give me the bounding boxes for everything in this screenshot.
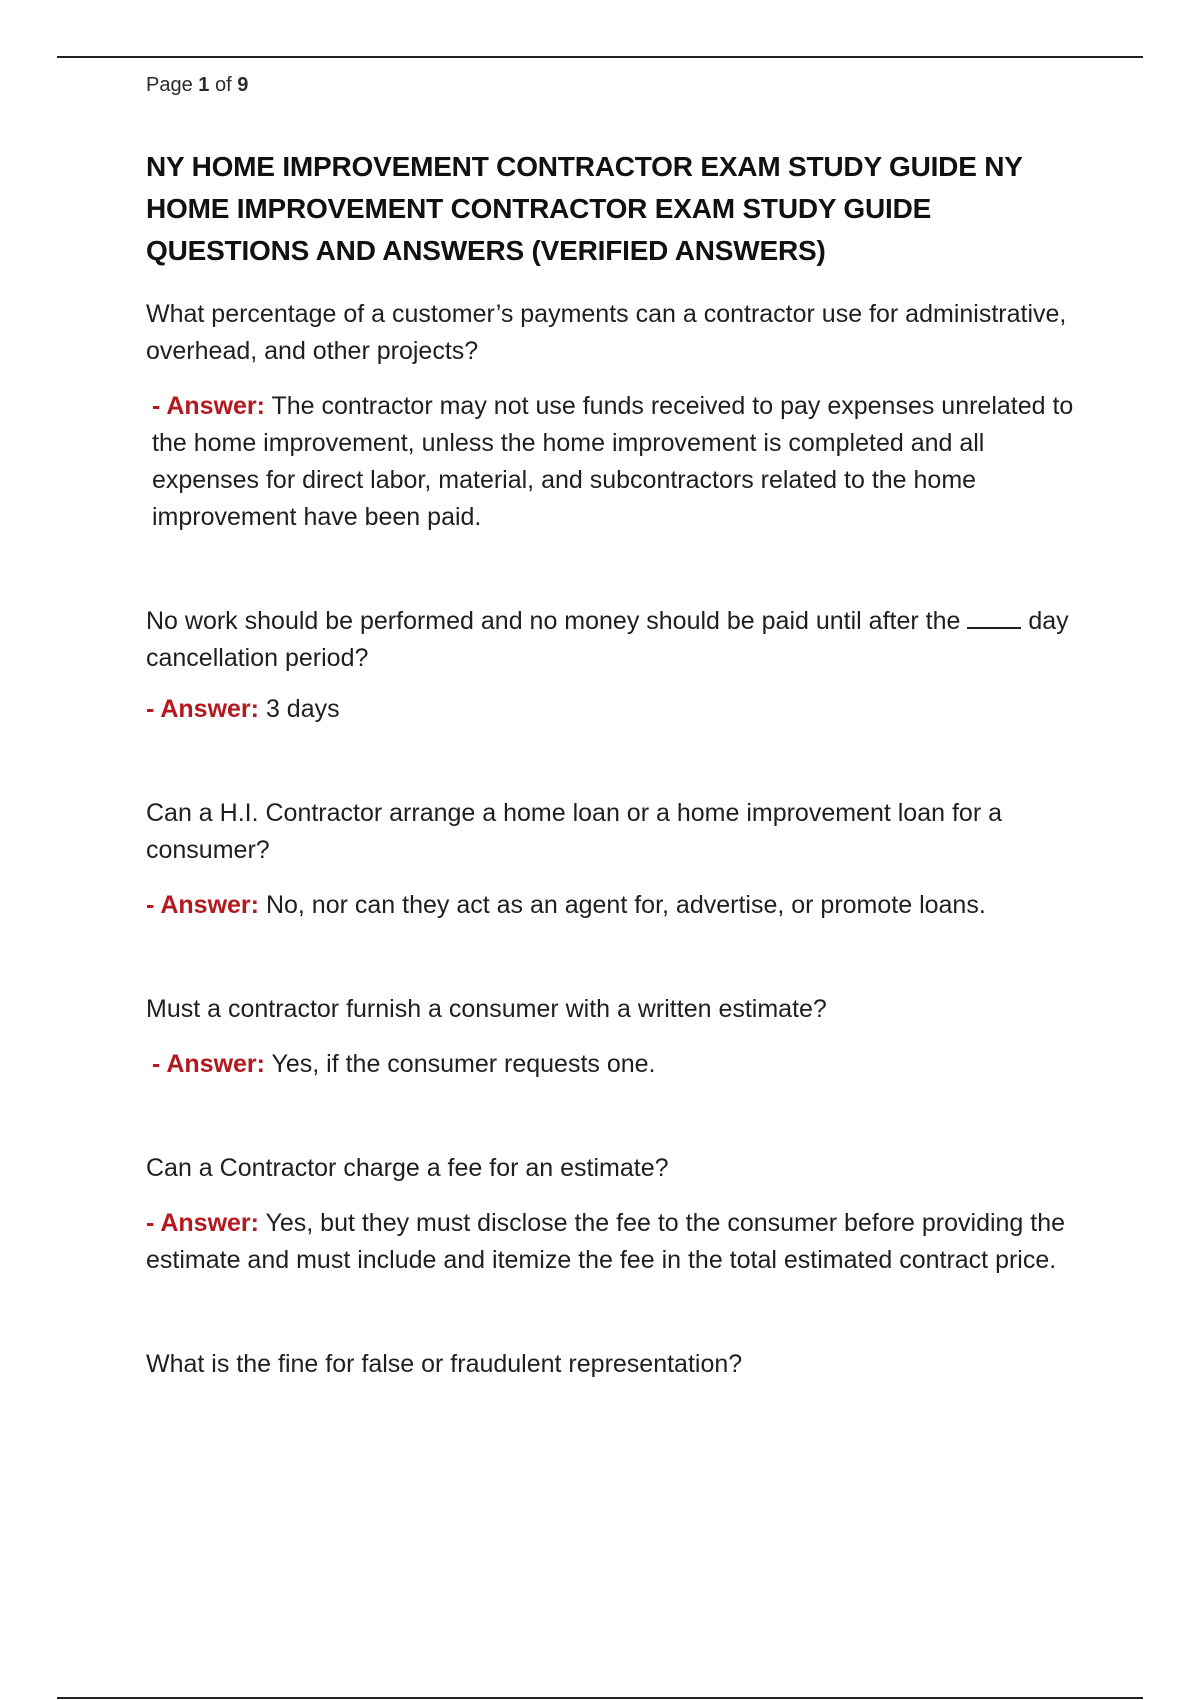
qa-item-2 [146, 603, 1096, 728]
qa-item-6 [146, 1346, 1096, 1383]
question-text: Can a H.I. Contractor arrange a home loan or a home improvement loan for a consumer? [146, 799, 1002, 864]
question-text: Must a contractor furnish a consumer with a written estimate? [146, 995, 827, 1023]
page-word: Page [146, 74, 193, 96]
answer-text: 3 days [265, 695, 340, 723]
answer-text: No, nor can they act as an agent for, advertise, or promote loans. [265, 891, 986, 919]
answer-text: Yes, but they must disclose the fee to the consumer before providing the estimate and must include and itemize the fee in the total estimated contract price. [146, 1209, 1066, 1274]
question-text: What percentage of a customer’s payments can a contractor use for administrative, overhead, and other projects? [146, 300, 1067, 365]
answer-text: Yes, if the consumer requests one. [271, 1050, 656, 1078]
qa-item-1 [146, 296, 1096, 536]
question-text [146, 603, 1096, 677]
answer-label: - Answer: [152, 1050, 265, 1078]
of-word: of [214, 74, 232, 96]
question-text-before-blank: No work should be performed and no money should be paid until after the [146, 607, 961, 635]
answer [146, 1205, 1096, 1279]
answer-label: - Answer: [146, 695, 259, 723]
top-rule [57, 56, 1143, 58]
current-page-number: 1 [198, 74, 210, 96]
document-body [146, 146, 1096, 1401]
answer-label: - Answer: [152, 392, 265, 420]
answer [146, 691, 1096, 728]
question-text: What is the fine for false or fraudulent representation? [146, 1350, 743, 1378]
qa-item-4 [146, 991, 1096, 1083]
qa-item-3 [146, 795, 1096, 924]
answer-text: The contractor may not use funds received to pay expenses unrelated to the home improvement, unless the home improvement is completed and all expenses for direct labor, material, and subcontractors related to the home improvement have been paid. [152, 392, 1074, 531]
qa-item-5 [146, 1150, 1096, 1279]
answer-label: - Answer: [146, 1209, 259, 1237]
bottom-rule [57, 1697, 1143, 1699]
fill-in-blank [967, 605, 1021, 629]
total-pages-number: 9 [237, 74, 249, 96]
question-text-after-blank: day cancellation period? [146, 607, 1069, 672]
question-text: Can a Contractor charge a fee for an estimate? [146, 1154, 669, 1182]
answer [146, 388, 1096, 536]
page-indicator [146, 74, 248, 97]
answer [146, 887, 1096, 924]
answer-label: - Answer: [146, 891, 259, 919]
document-title: NY HOME IMPROVEMENT CONTRACTOR EXAM STUDY GUIDE NY HOME IMPROVEMENT CONTRACTOR EXAM STUDY GUIDE QUESTIONS AND ANSWERS (VERIFIED ANSWERS) [146, 151, 1023, 266]
answer [146, 1046, 1096, 1083]
